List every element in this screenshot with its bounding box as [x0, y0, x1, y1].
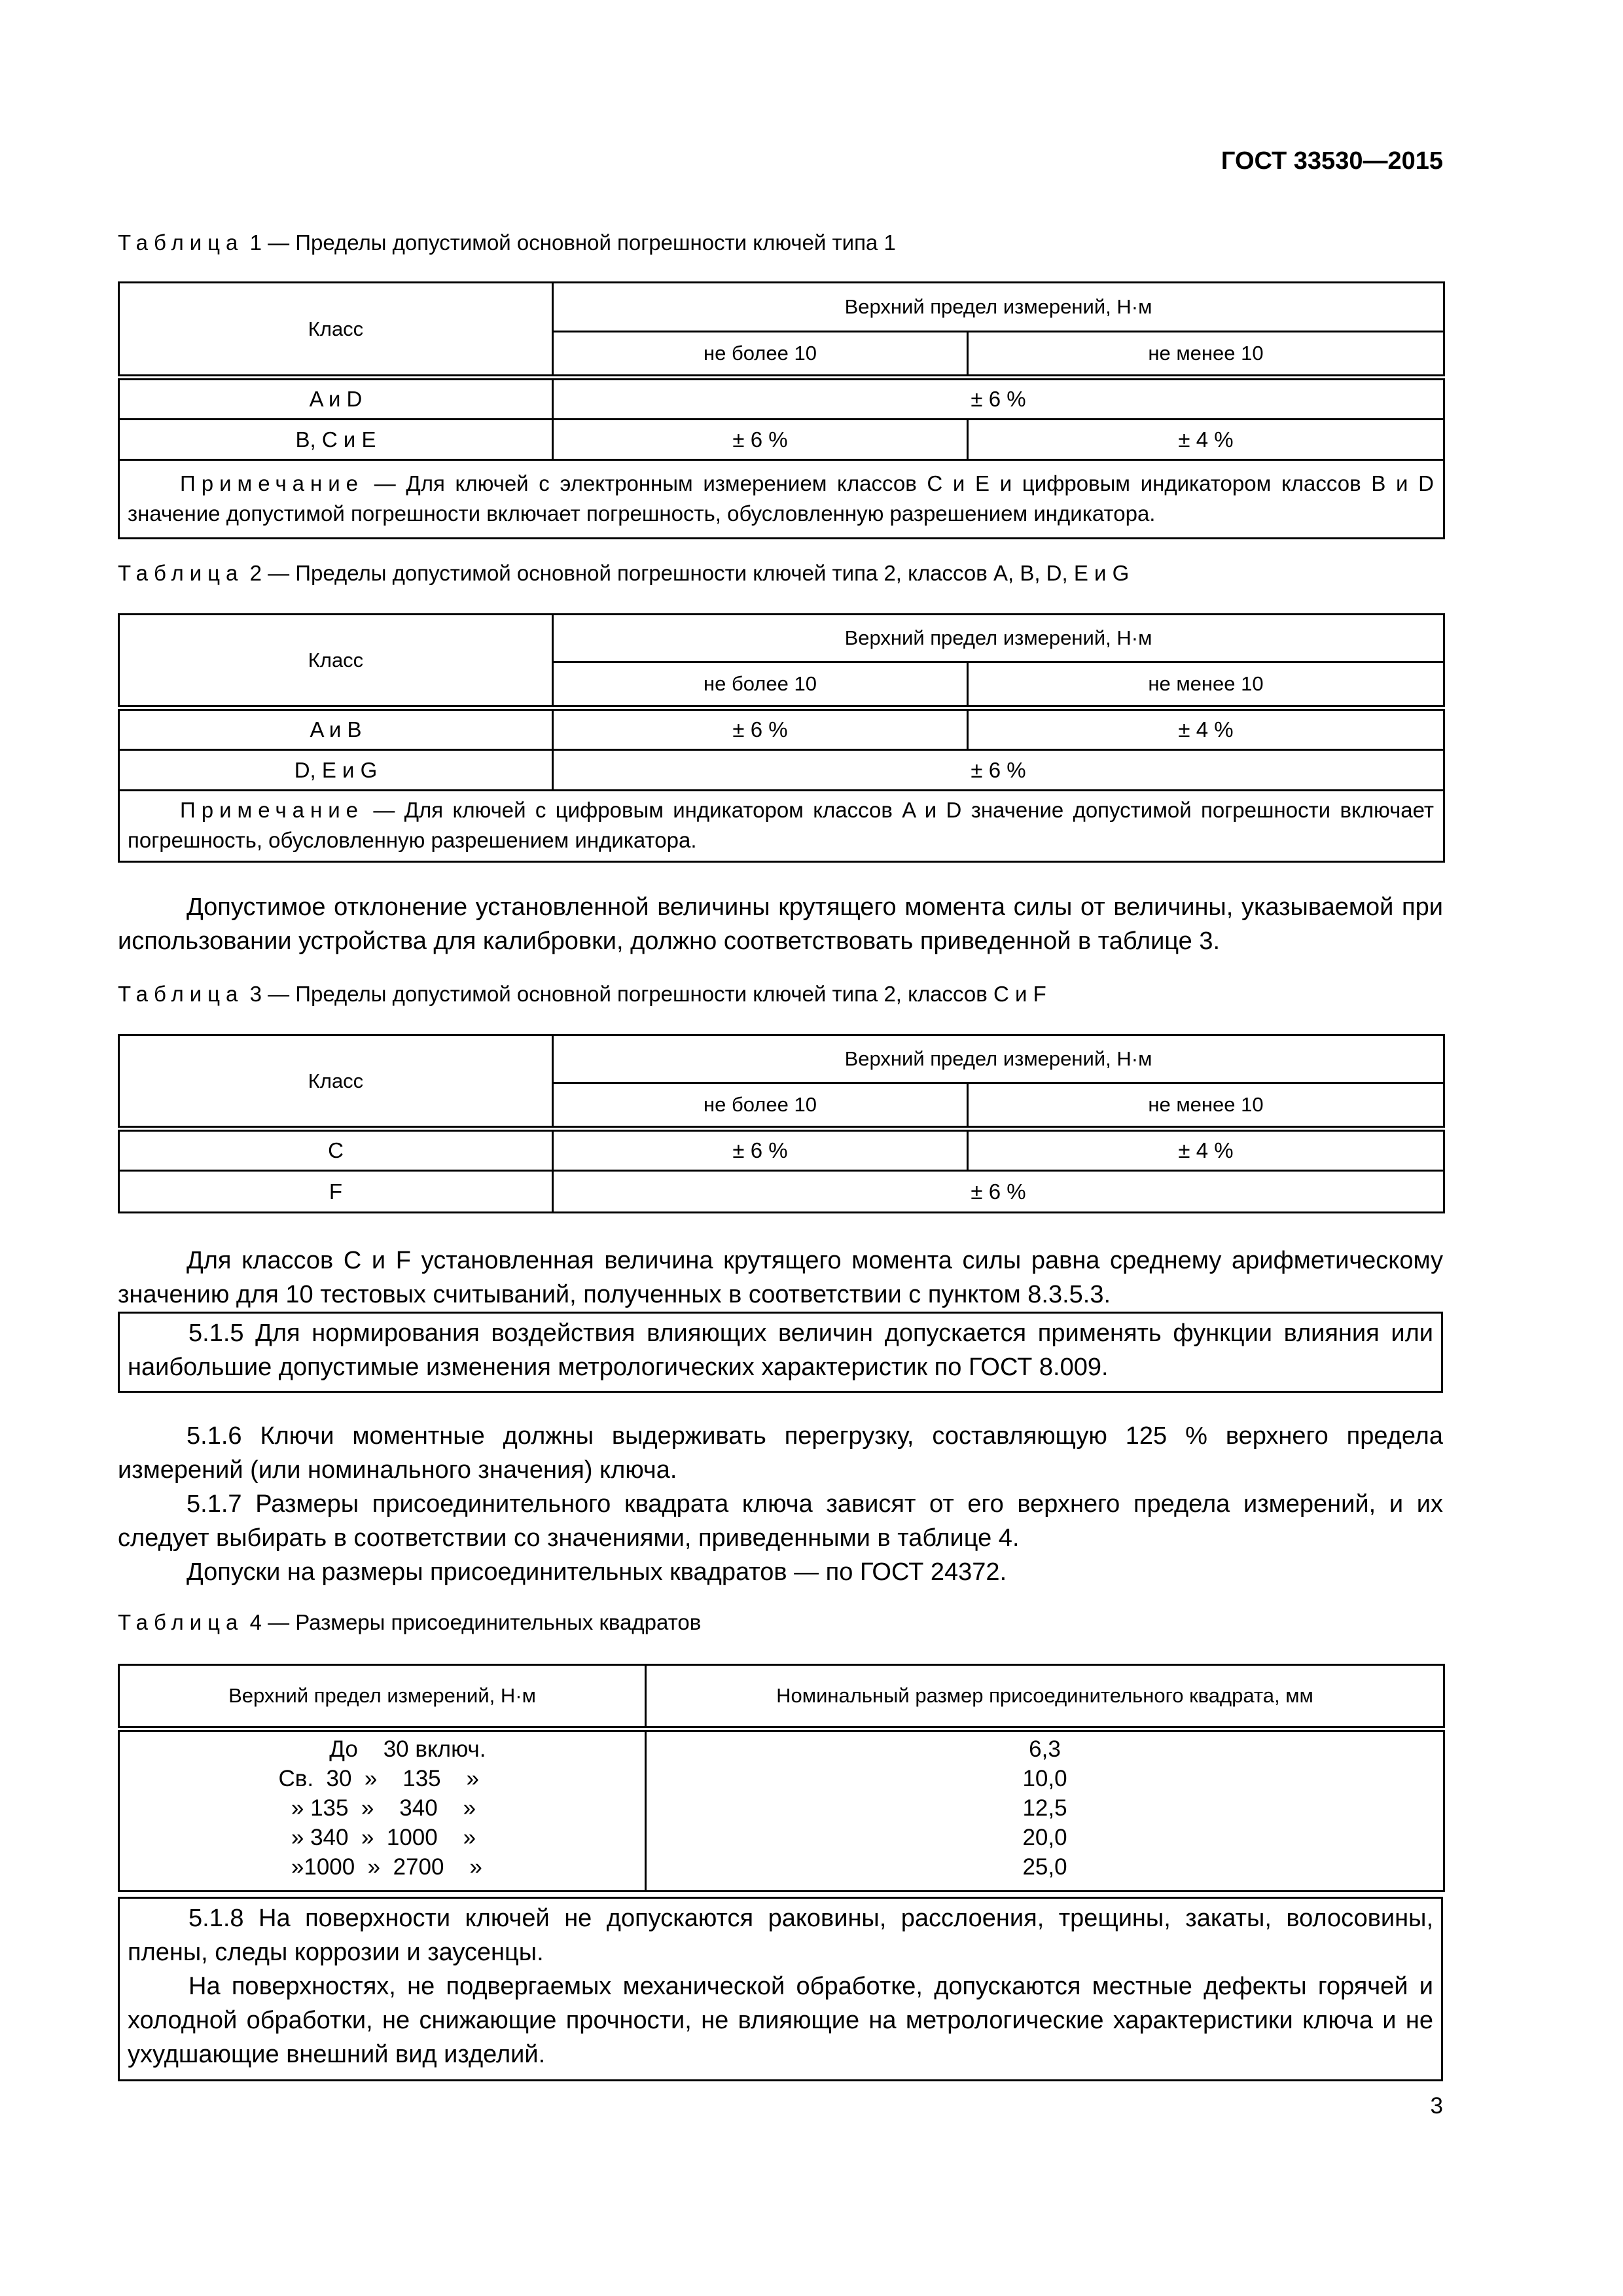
table1-row2-le10: ± 6 %	[553, 420, 968, 460]
table4-caption-text: 4 — Размеры присоединительных квадратов	[249, 1610, 702, 1634]
table3-header-ge10: не менее 10	[968, 1083, 1444, 1129]
clause-5-1-6: 5.1.6 Ключи моментные должны выдерживать перегрузку, составляющую 125 % верхнего предела измерений (или номинального значения) ключа.	[118, 1422, 1443, 1484]
paragraph-text: Для классов C и F установленная величина крутящего момента силы равна среднему арифметическому значению для 10 тестовых считываний, полученных в соответствии с пунктом 8.3.5.3.	[118, 1247, 1443, 1308]
table4-sizes-cell	[646, 1729, 1444, 1892]
table1-header-le10: не более 10	[553, 332, 968, 378]
table1-caption-label: Таблица	[118, 230, 244, 255]
table2-row1-class: A и B	[119, 708, 553, 750]
table2-row1-ge10: ± 4 %	[968, 708, 1444, 750]
table3-row2-value: ± 6 %	[553, 1171, 1444, 1213]
table4-caption	[118, 1610, 1443, 1635]
table2-note-text: — Для ключей с цифровым индикатором классов A и D значение допустимой погрешности включает погрешность, обусловленную разрешением индикатора.	[128, 798, 1434, 852]
clause-5-1-5	[118, 1312, 1443, 1393]
table2-note-label: Примечание	[180, 798, 365, 822]
table4-size: 10,0	[1022, 1766, 1067, 1791]
table2-row2-class: D, E и G	[119, 750, 553, 791]
table3-header-class: Класс	[119, 1035, 553, 1129]
table1	[118, 281, 1445, 539]
table2-header-class: Класс	[119, 615, 553, 708]
clauses-5-1-6-5-1-7	[118, 1419, 1443, 1589]
table2-row1-le10: ± 6 %	[553, 708, 968, 750]
table1-note	[119, 460, 1444, 539]
table3-caption-text: 3 — Пределы допустимой основной погрешности ключей типа 2, классов C и F	[249, 982, 1046, 1006]
paragraph-text: 5.1.5 Для нормирования воздействия влияющих величин допускается применять функции влияния или наибольшие допустимые изменения метрологических характеристик по ГОСТ 8.009.	[128, 1319, 1433, 1381]
table1-row1-class: A и D	[119, 378, 553, 420]
table3-header-upper-limit: Верхний предел измерений, Н·м	[553, 1035, 1444, 1083]
clause-5-1-7: 5.1.7 Размеры присоединительного квадрата ключа зависят от его верхнего предела измерений, и их следует выбирать в соответствии со значениями, приведенными в таблице 4.	[118, 1490, 1443, 1552]
table4-size: 20,0	[1022, 1825, 1067, 1850]
clause-5-1-8	[118, 1897, 1443, 2081]
table-row	[119, 1171, 1444, 1213]
table2-note	[119, 791, 1444, 862]
table1-note-label: Примечание	[180, 471, 365, 495]
table4-size: 12,5	[1022, 1795, 1067, 1821]
table3-header-le10: не более 10	[553, 1083, 968, 1129]
table1-caption	[118, 230, 1443, 255]
paragraph-text: Допустимое отклонение установленной величины крутящего момента силы от величины, указываемой при использовании устройства для калибровки, должно соответствовать приведенной в таблице 3.	[118, 893, 1443, 955]
table2-caption-label: Таблица	[118, 561, 244, 585]
table4	[118, 1664, 1445, 1892]
table4-caption-label: Таблица	[118, 1610, 244, 1634]
table2-header-ge10: не менее 10	[968, 662, 1444, 708]
table-row	[119, 708, 1444, 750]
clause-5-1-8-surfaces: На поверхностях, не подвергаемых механической обработке, допускаются местные дефекты горячей и холодной обработки, не снижающие прочности, не влияющие на метрологические характеристики ключа и не ухудшающие внешний вид изделий.	[128, 1973, 1433, 2068]
table1-header-ge10: не менее 10	[968, 332, 1444, 378]
table-row	[119, 1729, 1444, 1892]
table3-caption	[118, 982, 1443, 1007]
table4-header-nominal: Номинальный размер присоединительного квадрата, мм	[646, 1665, 1444, 1729]
table1-caption-text: 1 — Пределы допустимой основной погрешности ключей типа 1	[249, 230, 896, 255]
table2-caption-text: 2 — Пределы допустимой основной погрешности ключей типа 2, классов A, B, D, E и G	[249, 561, 1130, 585]
table1-header-upper-limit: Верхний предел измерений, Н·м	[553, 283, 1444, 332]
table4-header-upper-limit: Верхний предел измерений, Н·м	[119, 1665, 646, 1729]
table1-note-text: — Для ключей с электронным измерением классов C и E и цифровым индикатором классов B и D значение допустимой погрешности включает погрешность, обусловленную разрешением индикатора.	[128, 471, 1434, 526]
table3-row1-le10: ± 6 %	[553, 1129, 968, 1171]
table2-row2-value: ± 6 %	[553, 750, 1444, 791]
table3	[118, 1034, 1445, 1213]
table2-header-le10: не более 10	[553, 662, 968, 708]
table1-row2-class: B, C и E	[119, 420, 553, 460]
paragraph-classes-cf	[118, 1244, 1443, 1312]
table4-ranges: До 30 включ. Св. 30 » 135 » » 135 » 340 » » 340 » 1000 » »1000 » 2700 »	[278, 1736, 486, 1880]
table3-row1-class: C	[119, 1129, 553, 1171]
document-code: ГОСТ 33530—2015	[1221, 147, 1443, 175]
table4-ranges-cell	[119, 1729, 646, 1892]
table2	[118, 613, 1445, 863]
table2-caption	[118, 561, 1443, 586]
table3-row1-ge10: ± 4 %	[968, 1129, 1444, 1171]
table1-row2-ge10: ± 4 %	[968, 420, 1444, 460]
table-row	[119, 750, 1444, 791]
table3-row2-class: F	[119, 1171, 553, 1213]
table1-header-class: Класс	[119, 283, 553, 378]
table2-header-upper-limit: Верхний предел измерений, Н·м	[553, 615, 1444, 662]
table3-caption-label: Таблица	[118, 982, 244, 1006]
table4-size: 25,0	[1022, 1854, 1067, 1880]
table1-row1-value: ± 6 %	[553, 378, 1444, 420]
table-row	[119, 1129, 1444, 1171]
clause-5-1-8-text: 5.1.8 На поверхности ключей не допускаются раковины, расслоения, трещины, закаты, волосовины, плены, следы коррозии и заусенцы.	[128, 1905, 1433, 1966]
paragraph-calibration-deviation	[118, 890, 1443, 958]
table-row	[119, 420, 1444, 460]
page-number: 3	[1430, 2093, 1443, 2119]
table-row	[119, 378, 1444, 420]
table4-size: 6,3	[1029, 1736, 1061, 1762]
clause-5-1-7-tolerances: Допуски на размеры присоединительных квадратов — по ГОСТ 24372.	[187, 1558, 1007, 1586]
